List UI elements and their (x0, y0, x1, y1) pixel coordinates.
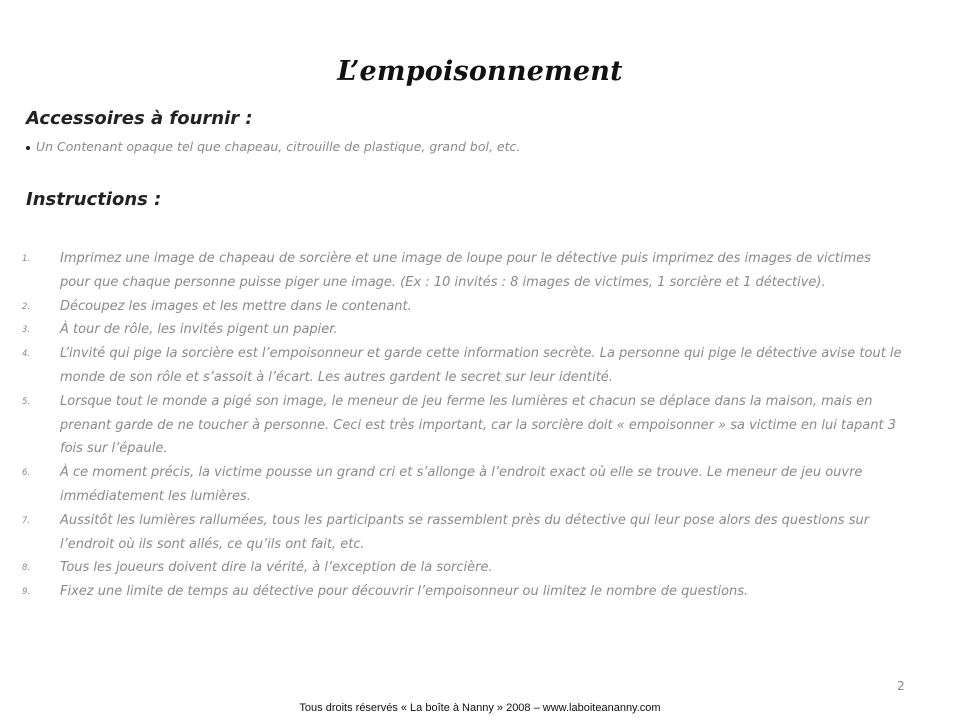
accessories-item-text: Un Contenant opaque tel que chapeau, citrouille de plastique, grand bol, etc. (36, 139, 521, 154)
instruction-number: 9. (22, 587, 31, 598)
instruction-number: 3. (22, 325, 31, 336)
instruction-item (22, 461, 902, 509)
instruction-text: Aussitôt les lumières rallumées, tous les participants se rassemblent près du détective qui leur pose alors des questions sur l’endroit où ils sont allés, ce qu’ils ont fait, etc. (60, 512, 870, 552)
instruction-text: À tour de rôle, les invités pigent un papier. (60, 322, 338, 338)
instruction-item (22, 295, 902, 319)
instruction-item (22, 556, 902, 580)
instruction-item (22, 580, 902, 604)
instruction-item (22, 390, 902, 461)
instruction-text: À ce moment précis, la victime pousse un grand cri et s’allonge à l’endroit exact où elle se trouve. Le meneur de jeu ouvre immédiatement les lumières. (60, 465, 863, 504)
instruction-text: Fixez une limite de temps au détective pour découvrir l’empoisonneur ou limitez le nombre de questions. (60, 584, 749, 600)
instruction-text: Découpez les images et les mettre dans le contenant. (60, 298, 412, 314)
instruction-number: 5. (22, 396, 31, 407)
instruction-item (22, 509, 902, 557)
accessories-item (26, 139, 520, 154)
accessories-heading: Accessoires à fournir : (26, 108, 253, 129)
instructions-heading: Instructions : (26, 189, 162, 210)
instruction-number: 7. (22, 515, 31, 526)
instruction-number: 2. (22, 301, 31, 312)
instruction-item (22, 247, 902, 295)
bullet-icon (26, 146, 30, 150)
instruction-number: 1. (22, 254, 31, 264)
instructions-list (22, 247, 902, 604)
page-number: 2 (897, 679, 905, 693)
instruction-item (22, 342, 902, 390)
instruction-number: 8. (22, 563, 31, 574)
instruction-text: Lorsque tout le monde a pigé son image, le meneur de jeu ferme les lumières et chacun se déplace dans la maison, mais en prenant garde de ne toucher à personne. Ceci est très important, car la sorcière doit « empoisonner » sa victime en lui tapant 3 fois sur l’épaule. (60, 393, 897, 457)
footer-copyright: Tous droits réservés « La boîte à Nanny » 2008 – www.laboiteananny.com (299, 702, 661, 714)
instruction-item (22, 318, 902, 342)
page-title: L’empoisonnement (337, 56, 623, 87)
instruction-text: Imprimez une image de chapeau de sorcière et une image de loupe pour le détective puis imprimez des images de victimes pour que chaque personne puisse piger une image. (Ex : 10 invités : 8 images de victimes, 1 sorcière et 1 détective). (60, 251, 871, 290)
instruction-number: 6. (22, 468, 31, 479)
instruction-text: Tous les joueurs doivent dire la vérité, à l’exception de la sorcière. (60, 560, 493, 576)
instruction-number: 4. (22, 349, 31, 360)
instruction-text: L’invité qui pige la sorcière est l’empoisonneur et garde cette information secrète. La personne qui pige le détective avise tout le monde de son rôle et s’assoit à l’écart. Les autres gardent le secret sur leur identité. (60, 346, 902, 385)
